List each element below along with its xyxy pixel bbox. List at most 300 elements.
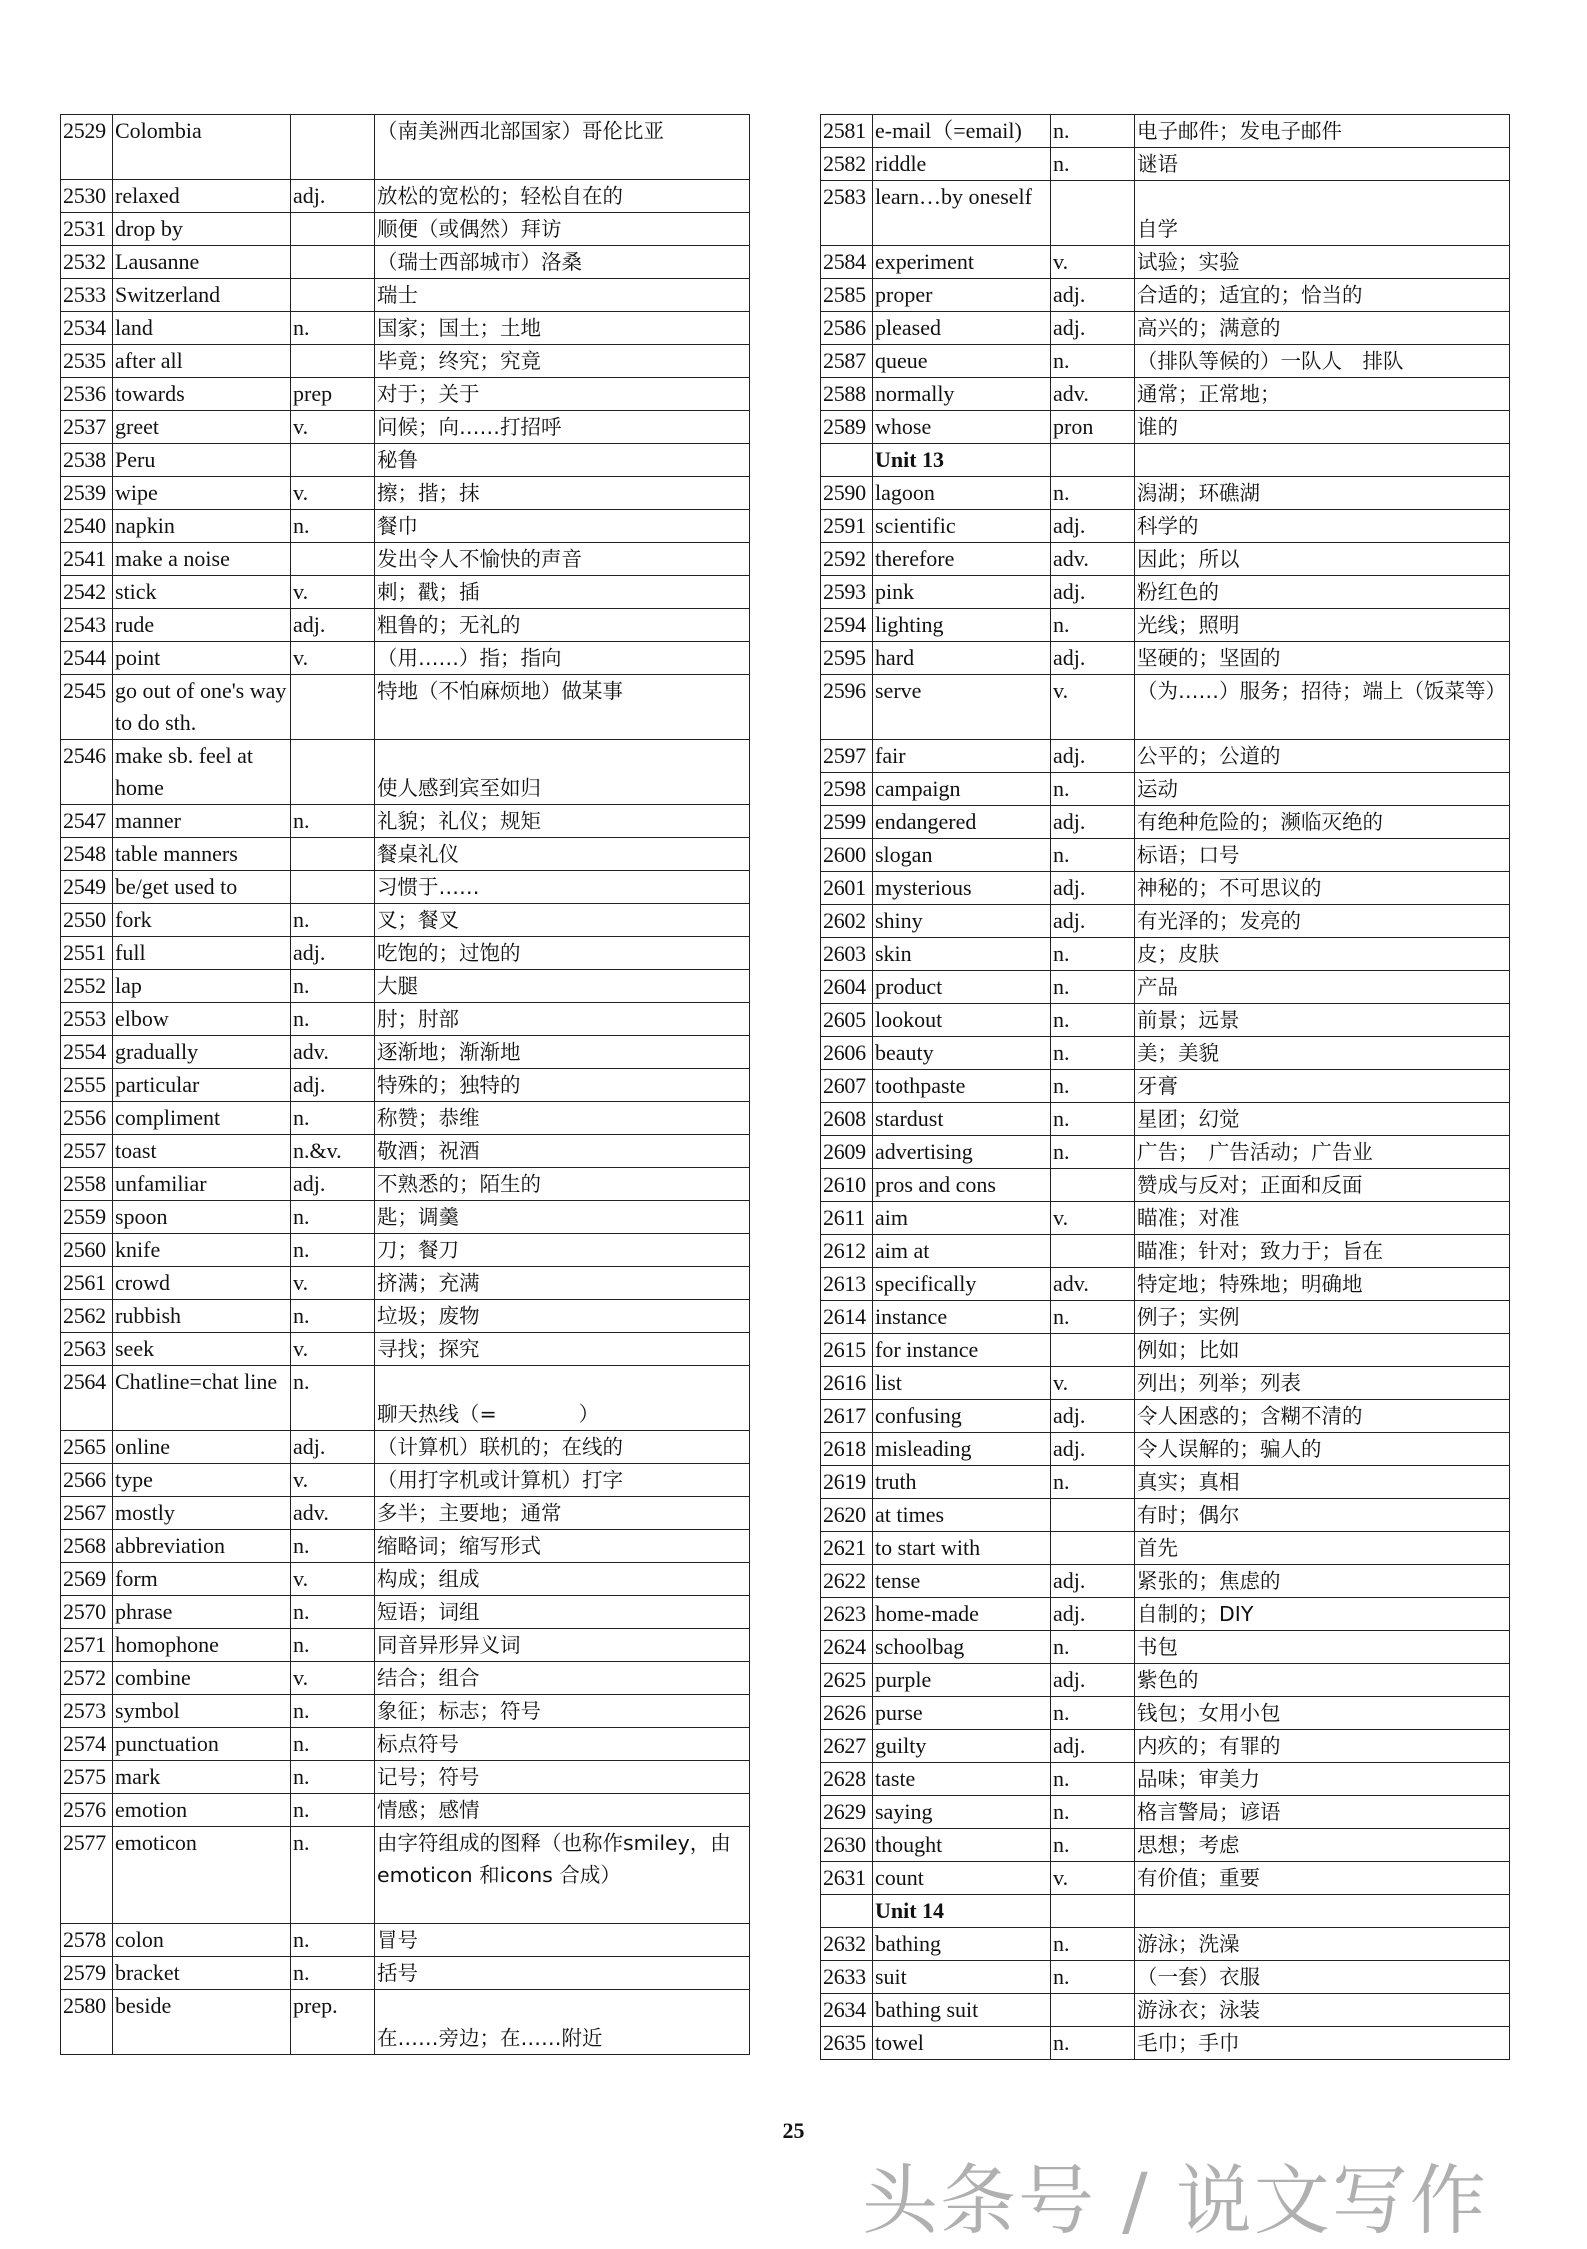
entry-definition: 思想；考虑 [1135,1829,1510,1862]
entry-number: 2587 [821,345,873,378]
entry-number: 2579 [61,1957,113,1990]
entry-part-of-speech: adj. [1051,1433,1135,1466]
entry-word: pink [873,576,1051,609]
entry-part-of-speech: adv. [1051,543,1135,576]
entry-part-of-speech: n. [291,1957,375,1990]
entry-part-of-speech [1051,1334,1135,1367]
vocab-row [821,1631,1510,1664]
entry-part-of-speech: n. [291,1794,375,1827]
entry-number: 2602 [821,905,873,938]
entry-number: 2531 [61,213,113,246]
entry-number: 2601 [821,872,873,905]
entry-number: 2533 [61,279,113,312]
entry-number: 2612 [821,1235,873,1268]
entry-number: 2534 [61,312,113,345]
entry-definition: （用……）指；指向 [375,642,750,675]
entry-word: gradually [113,1036,291,1069]
entry-number: 2591 [821,510,873,543]
entry-word: mysterious [873,872,1051,905]
entry-part-of-speech: adv. [1051,378,1135,411]
entry-number: 2605 [821,1004,873,1037]
entry-part-of-speech: adj. [1051,1598,1135,1631]
entry-part-of-speech: n. [291,1761,375,1794]
entry-part-of-speech [1051,444,1135,477]
entry-part-of-speech [1051,181,1135,246]
entry-word: relaxed [113,180,291,213]
entry-number: 2564 [61,1366,113,1431]
entry-definition: （为……）服务；招待；端上（饭菜等） [1135,675,1510,740]
entry-definition: 合适的；适宜的；恰当的 [1135,279,1510,312]
entry-definition: 逐渐地；渐渐地 [375,1036,750,1069]
entry-part-of-speech: n. [1051,1037,1135,1070]
entry-definition: 大腿 [375,970,750,1003]
entry-definition: （用打字机或计算机）打字 [375,1464,750,1497]
entry-definition: 光线；照明 [1135,609,1510,642]
entry-word: homophone [113,1629,291,1662]
entry-definition: 问候；向……打招呼 [375,411,750,444]
vocab-row [61,1036,750,1069]
entry-word: table manners [113,838,291,871]
entry-definition: 餐巾 [375,510,750,543]
entry-word: skin [873,938,1051,971]
entry-definition: 有光泽的；发亮的 [1135,905,1510,938]
entry-number: 2620 [821,1499,873,1532]
vocab-table-left-body [61,115,750,2055]
entry-number: 2535 [61,345,113,378]
entry-definition: 品味；审美力 [1135,1763,1510,1796]
entry-part-of-speech: adj. [1051,312,1135,345]
entry-word: Unit 13 [873,444,1051,477]
vocab-row [821,312,1510,345]
entry-number: 2548 [61,838,113,871]
entry-definition: 神秘的；不可思议的 [1135,872,1510,905]
entry-word: suit [873,1961,1051,1994]
vocab-row [821,1103,1510,1136]
vocab-row [61,180,750,213]
entry-part-of-speech: n. [291,1629,375,1662]
entry-number: 2615 [821,1334,873,1367]
entry-word: campaign [873,773,1051,806]
vocab-row [821,1994,1510,2027]
entry-definition: 同音异形异义词 [375,1629,750,1662]
entry-definition: 瑞士 [375,279,750,312]
entry-part-of-speech: adj. [291,609,375,642]
entry-number: 2553 [61,1003,113,1036]
unit-heading-row [821,444,1510,477]
entry-word: mark [113,1761,291,1794]
entry-word: fork [113,904,291,937]
entry-definition: 试验；实验 [1135,246,1510,279]
entry-definition: （计算机）联机的；在线的 [375,1431,750,1464]
entry-word: combine [113,1662,291,1695]
entry-word: lookout [873,1004,1051,1037]
entry-word: wipe [113,477,291,510]
entry-part-of-speech: n. [1051,1796,1135,1829]
vocab-row [821,1664,1510,1697]
entry-part-of-speech [1051,1169,1135,1202]
entry-word: aim at [873,1235,1051,1268]
entry-number: 2608 [821,1103,873,1136]
entry-part-of-speech: n. [1051,115,1135,148]
entry-definition: 坚硬的；坚固的 [1135,642,1510,675]
entry-number: 2539 [61,477,113,510]
entry-word: guilty [873,1730,1051,1763]
entry-definition: 寻找；探究 [375,1333,750,1366]
vocab-row [821,1268,1510,1301]
entry-part-of-speech: adj. [1051,872,1135,905]
entry-number: 2549 [61,871,113,904]
entry-word: towel [873,2027,1051,2060]
entry-part-of-speech: adj. [1051,740,1135,773]
entry-part-of-speech [1051,1532,1135,1565]
entry-part-of-speech: n. [291,1102,375,1135]
entry-part-of-speech: adj. [1051,279,1135,312]
entry-word: fair [873,740,1051,773]
entry-definition: 自学 [1135,181,1510,246]
entry-number [821,444,873,477]
entry-number: 2597 [821,740,873,773]
entry-number: 2634 [821,1994,873,2027]
vocab-row [821,1301,1510,1334]
vocab-row [61,1794,750,1827]
vocab-row [821,1235,1510,1268]
entry-definition: 顺便（或偶然）拜访 [375,213,750,246]
entry-number: 2559 [61,1201,113,1234]
entry-part-of-speech: n. [1051,148,1135,181]
entry-part-of-speech: n. [291,1827,375,1924]
entry-part-of-speech: n. [1051,1301,1135,1334]
vocab-row [821,675,1510,740]
entry-number: 2585 [821,279,873,312]
entry-number: 2572 [61,1662,113,1695]
entry-part-of-speech [1051,1499,1135,1532]
entry-definition: 记号；符号 [375,1761,750,1794]
entry-part-of-speech: n. [291,1300,375,1333]
entry-definition: 特殊的；独特的 [375,1069,750,1102]
vocab-row [821,378,1510,411]
entry-part-of-speech: adj. [1051,1664,1135,1697]
entry-number: 2630 [821,1829,873,1862]
vocab-row [61,1563,750,1596]
entry-number: 2578 [61,1924,113,1957]
entry-definition: （一套）衣服 [1135,1961,1510,1994]
entry-number: 2581 [821,115,873,148]
entry-definition: 对于；关于 [375,378,750,411]
vocab-row [61,642,750,675]
entry-word: for instance [873,1334,1051,1367]
unit-heading-row [821,1895,1510,1928]
entry-number: 2556 [61,1102,113,1135]
entry-definition: 由字符组成的图释（也称作smiley，由 emoticon 和icons 合成） [375,1827,750,1924]
entry-word: slogan [873,839,1051,872]
entry-part-of-speech: n. [1051,477,1135,510]
vocab-row [821,1004,1510,1037]
entry-part-of-speech: adj. [1051,905,1135,938]
entry-definition: 格言警局；谚语 [1135,1796,1510,1829]
entry-word: aim [873,1202,1051,1235]
vocab-row [61,279,750,312]
vocab-row [821,345,1510,378]
entry-word: lighting [873,609,1051,642]
entry-word: particular [113,1069,291,1102]
entry-definition: 瞄准；对准 [1135,1202,1510,1235]
entry-word: normally [873,378,1051,411]
entry-part-of-speech: n. [291,805,375,838]
entry-number: 2577 [61,1827,113,1924]
entry-definition: 游泳衣；泳装 [1135,1994,1510,2027]
entry-definition: 发出令人不愉快的声音 [375,543,750,576]
entry-part-of-speech: v. [291,642,375,675]
entry-part-of-speech [291,345,375,378]
entry-definition [1135,444,1510,477]
entry-word: list [873,1367,1051,1400]
vocab-table-right-body [821,115,1510,2060]
entry-part-of-speech: adj. [291,180,375,213]
vocab-row [821,1037,1510,1070]
entry-definition: 通常；正常地； [1135,378,1510,411]
entry-word: thought [873,1829,1051,1862]
entry-number: 2554 [61,1036,113,1069]
entry-part-of-speech: n. [291,1924,375,1957]
entry-number: 2611 [821,1202,873,1235]
entry-number: 2551 [61,937,113,970]
entry-number: 2614 [821,1301,873,1334]
entry-definition: 真实；真相 [1135,1466,1510,1499]
entry-number: 2628 [821,1763,873,1796]
entry-definition: 电子邮件；发电子邮件 [1135,115,1510,148]
entry-definition: 国家；国土；土地 [375,312,750,345]
entry-number: 2604 [821,971,873,1004]
entry-word: compliment [113,1102,291,1135]
vocab-row [821,1466,1510,1499]
entry-definition: 紧张的；焦虑的 [1135,1565,1510,1598]
vocab-row [61,246,750,279]
entry-definition: 括号 [375,1957,750,1990]
entry-number: 2546 [61,740,113,805]
vocab-row [821,115,1510,148]
vocab-row [821,1499,1510,1532]
entry-number: 2596 [821,675,873,740]
vocab-row [61,1728,750,1761]
entry-definition: 在……旁边；在……附近 [375,1990,750,2055]
entry-definition: 结合；组合 [375,1662,750,1695]
entry-definition: 有价值；重要 [1135,1862,1510,1895]
vocab-row [821,1598,1510,1631]
entry-number: 2530 [61,180,113,213]
entry-part-of-speech: n.&v. [291,1135,375,1168]
entry-word: serve [873,675,1051,740]
entry-definition: 冒号 [375,1924,750,1957]
entry-number: 2622 [821,1565,873,1598]
entry-word: beside [113,1990,291,2055]
entry-word: count [873,1862,1051,1895]
entry-number: 2536 [61,378,113,411]
entry-word: proper [873,279,1051,312]
entry-definition: 紫色的 [1135,1664,1510,1697]
entry-number: 2603 [821,938,873,971]
vocab-row [821,1400,1510,1433]
vocab-row [61,1924,750,1957]
entry-definition: 星团；幻觉 [1135,1103,1510,1136]
entry-number: 2563 [61,1333,113,1366]
entry-number: 2623 [821,1598,873,1631]
entry-part-of-speech: v. [291,411,375,444]
entry-word: Chatline=chat line [113,1366,291,1431]
entry-definition: 书包 [1135,1631,1510,1664]
vocab-row [61,576,750,609]
entry-number: 2560 [61,1234,113,1267]
entry-part-of-speech: n. [1051,1466,1135,1499]
vocab-row [61,904,750,937]
entry-part-of-speech: n. [1051,1697,1135,1730]
vocab-row [821,1433,1510,1466]
vocab-row [821,642,1510,675]
entry-definition: 产品 [1135,971,1510,1004]
entry-part-of-speech [1051,1235,1135,1268]
vocab-row [61,1827,750,1924]
entry-word: riddle [873,148,1051,181]
vocab-row [61,115,750,180]
entry-word: tense [873,1565,1051,1598]
entry-definition: 因此；所以 [1135,543,1510,576]
vocab-row [821,1532,1510,1565]
entry-part-of-speech: n. [1051,1136,1135,1169]
entry-word: home-made [873,1598,1051,1631]
entry-part-of-speech [291,838,375,871]
vocab-row [61,1662,750,1695]
entry-definition: 例如；比如 [1135,1334,1510,1367]
entry-number: 2540 [61,510,113,543]
entry-definition: （瑞士西部城市）洛桑 [375,246,750,279]
vocab-row [61,1300,750,1333]
entry-word: Peru [113,444,291,477]
vocab-row [821,1334,1510,1367]
entry-number: 2584 [821,246,873,279]
entry-number: 2633 [821,1961,873,1994]
entry-word: bathing [873,1928,1051,1961]
entry-part-of-speech: n. [1051,938,1135,971]
entry-word: queue [873,345,1051,378]
entry-definition: 不熟悉的；陌生的 [375,1168,750,1201]
entry-definition: 美；美貌 [1135,1037,1510,1070]
entry-part-of-speech [291,115,375,180]
entry-number: 2571 [61,1629,113,1662]
entry-word: whose [873,411,1051,444]
entry-definition: 秘鲁 [375,444,750,477]
vocab-row [61,1003,750,1036]
entry-word: lagoon [873,477,1051,510]
entry-word: e-mail（=email) [873,115,1051,148]
entry-word: Lausanne [113,246,291,279]
entry-part-of-speech: adj. [1051,806,1135,839]
entry-word: emotion [113,1794,291,1827]
entry-part-of-speech: v. [291,576,375,609]
entry-part-of-speech [291,213,375,246]
entry-word: crowd [113,1267,291,1300]
entry-word: form [113,1563,291,1596]
entry-word: experiment [873,246,1051,279]
entry-number: 2565 [61,1431,113,1464]
vocab-row [821,938,1510,971]
entry-definition: （南美洲西北部国家）哥伦比亚 [375,115,750,180]
entry-number: 2592 [821,543,873,576]
vocab-row [61,1596,750,1629]
entry-word: colon [113,1924,291,1957]
vocab-row [61,378,750,411]
vocab-row [821,806,1510,839]
vocab-row [61,477,750,510]
entry-definition: 令人误解的；骗人的 [1135,1433,1510,1466]
entry-part-of-speech: n. [291,1596,375,1629]
entry-part-of-speech: v. [1051,1202,1135,1235]
entry-part-of-speech: v. [1051,1862,1135,1895]
entry-definition: 皮；皮肤 [1135,938,1510,971]
entry-word: endangered [873,806,1051,839]
entry-number: 2573 [61,1695,113,1728]
entry-definition: 挤满；充满 [375,1267,750,1300]
entry-definition: 潟湖；环礁湖 [1135,477,1510,510]
entry-word: Unit 14 [873,1895,1051,1928]
entry-definition: 列出；列举；列表 [1135,1367,1510,1400]
entry-definition: 例子；实例 [1135,1301,1510,1334]
entry-part-of-speech: n. [1051,345,1135,378]
entry-word: punctuation [113,1728,291,1761]
entry-word: taste [873,1763,1051,1796]
entry-word: at times [873,1499,1051,1532]
entry-word: be/get used to [113,871,291,904]
vocab-row [821,1862,1510,1895]
entry-number: 2619 [821,1466,873,1499]
entry-definition: 游泳；洗澡 [1135,1928,1510,1961]
entry-word: truth [873,1466,1051,1499]
entry-part-of-speech: v. [1051,246,1135,279]
vocab-row [821,1763,1510,1796]
entry-definition: 擦；揩；抹 [375,477,750,510]
entry-word: type [113,1464,291,1497]
entry-number: 2629 [821,1796,873,1829]
entry-part-of-speech [291,740,375,805]
entry-definition: 吃饱的；过饱的 [375,937,750,970]
vocab-row [61,1267,750,1300]
vocab-row [61,1530,750,1563]
entry-word: napkin [113,510,291,543]
entry-number: 2543 [61,609,113,642]
entry-word: make sb. feel at home [113,740,291,805]
entry-word: greet [113,411,291,444]
entry-number: 2576 [61,1794,113,1827]
vocab-row [821,543,1510,576]
vocab-row [61,1069,750,1102]
entry-part-of-speech: n. [1051,1928,1135,1961]
entry-number: 2624 [821,1631,873,1664]
entry-word: Colombia [113,115,291,180]
entry-number: 2606 [821,1037,873,1070]
entry-part-of-speech: v. [291,1662,375,1695]
page-number: 25 [782,2118,805,2143]
entry-word: purse [873,1697,1051,1730]
entry-number: 2613 [821,1268,873,1301]
entry-word: schoolbag [873,1631,1051,1664]
entry-part-of-speech: n. [1051,773,1135,806]
entry-part-of-speech: adj. [1051,1730,1135,1763]
entry-part-of-speech [291,675,375,740]
entry-word: saying [873,1796,1051,1829]
entry-number: 2627 [821,1730,873,1763]
entry-definition: 前景；远景 [1135,1004,1510,1037]
entry-number: 2566 [61,1464,113,1497]
entry-definition: 高兴的；满意的 [1135,312,1510,345]
vocab-row [821,2027,1510,2060]
